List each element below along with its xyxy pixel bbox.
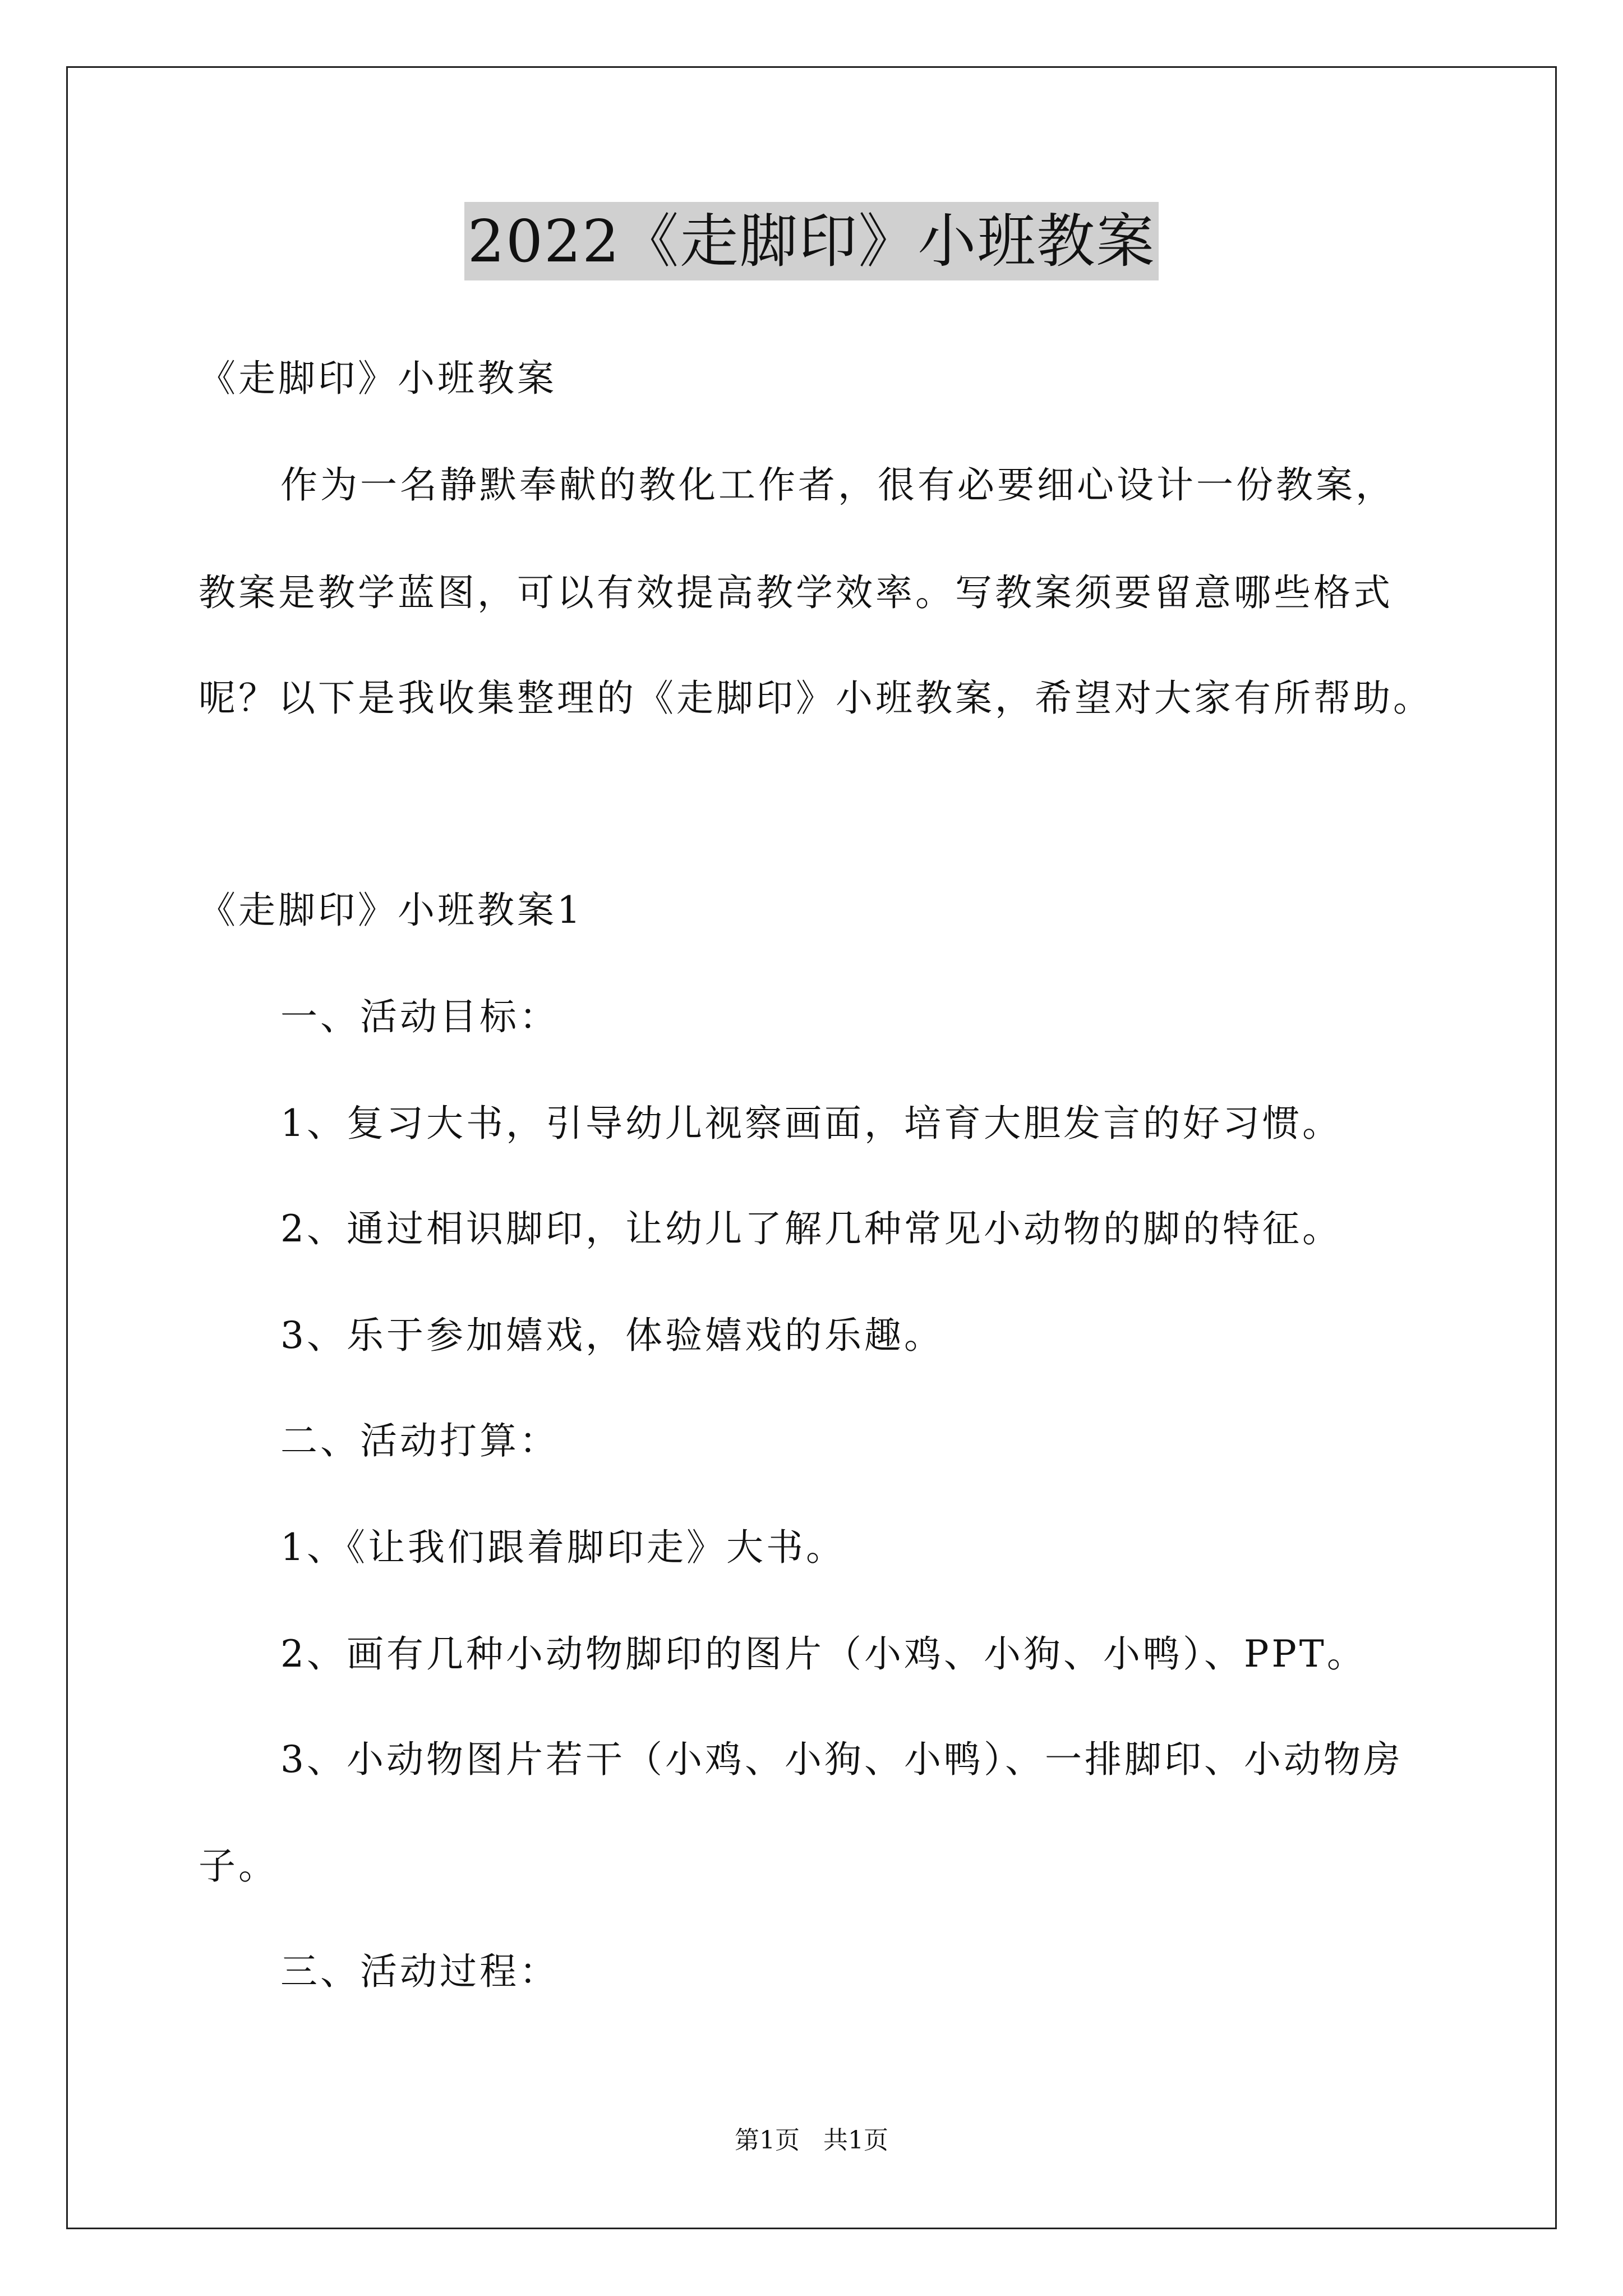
content-line: 2、画有几种小动物脚印的图片（小鸡、小狗、小鸭）、PPT。 [280,1632,1367,1676]
intro-line-1: 作为一名静默奉献的教化工作者，很有必要细心设计一份教案， [280,463,1395,507]
content-line: 三、活动过程： [280,1950,559,1993]
content-line: 二、活动打算： [280,1419,559,1462]
content-line: 1、《让我们跟着脚印走》大书。 [280,1526,846,1569]
intro-line-2: 教案是教学蓝图，可以有效提高教学效率。写教案须要留意哪些格式 [199,571,1393,614]
document-title: 2022《走脚印》小班教案 [464,202,1159,280]
document-subtitle: 《走脚印》小班教案 [199,357,557,400]
content-line: 1、复习大书，引导幼儿视察画面，培育大胆发言的好习惯。 [280,1102,1342,1145]
page-footer: 第1页 共1页 [735,2126,888,2155]
content-line: 3、乐于参加嬉戏，体验嬉戏的乐趣。 [280,1314,944,1357]
title-container [0,202,1623,280]
section-title: 《走脚印》小班教案1 [199,889,583,932]
intro-line-3: 呢？以下是我收集整理的《走脚印》小班教案，希望对大家有所帮助。 [199,677,1433,720]
content-line: 子。 [199,1844,278,1888]
content-line: 3、小动物图片若干（小鸡、小狗、小鸭）、一排脚印、小动物房 [280,1738,1403,1781]
content-line: 2、通过相识脚印，让幼儿了解几种常见小动物的脚的特征。 [280,1207,1342,1250]
content-line: 一、活动目标： [280,995,559,1038]
